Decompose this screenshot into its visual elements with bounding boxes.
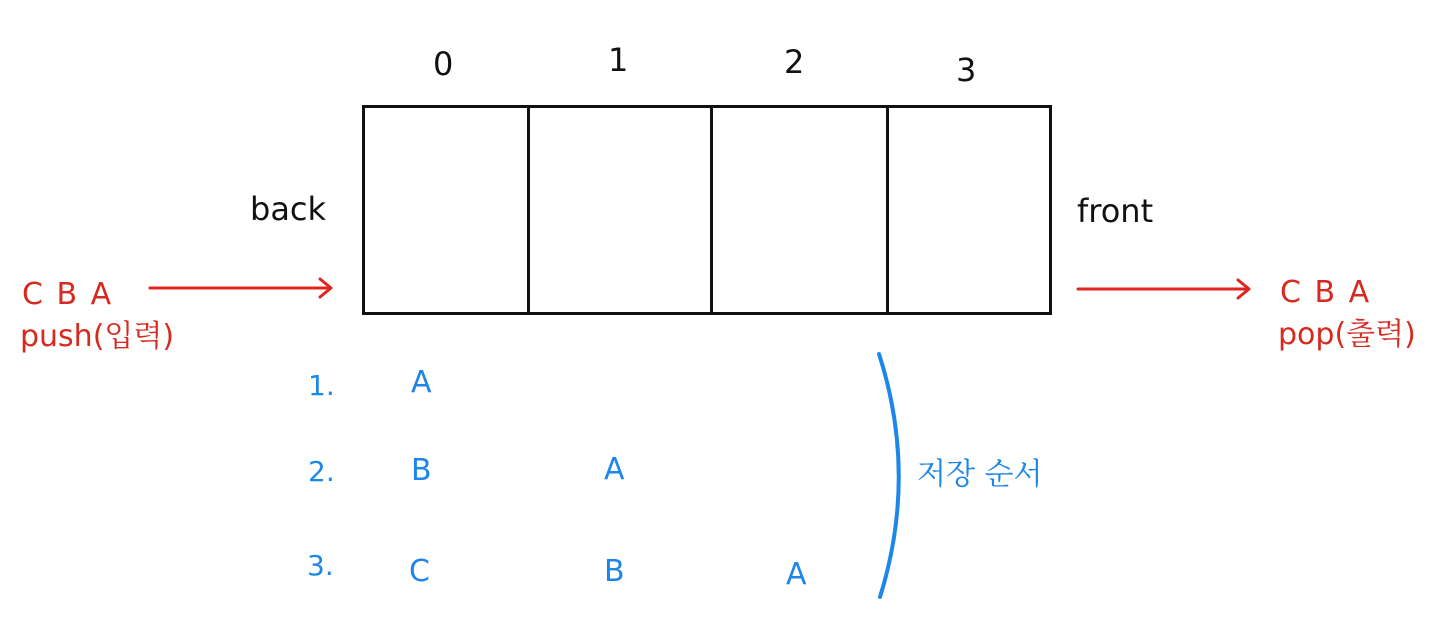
index-label-0: 0 xyxy=(433,45,454,83)
input-letters: C B A xyxy=(22,277,114,312)
input-arrow-icon xyxy=(150,279,331,297)
index-label-2: 2 xyxy=(784,43,805,81)
step2-cell-0: B xyxy=(411,453,432,488)
order-bracket-icon xyxy=(879,354,899,597)
storage-order-label: 저장 순서 xyxy=(917,457,1043,492)
step1-cell-0: A xyxy=(411,365,432,400)
push-label: push(입력) xyxy=(20,319,175,354)
step3-cell-2: A xyxy=(786,557,807,592)
back-label: back xyxy=(250,190,327,228)
front-label: front xyxy=(1077,192,1154,230)
step3-cell-0: C xyxy=(409,554,430,589)
step-number-2: 2. xyxy=(308,455,335,488)
output-arrow-icon xyxy=(1078,280,1249,298)
index-label-3: 3 xyxy=(956,51,977,89)
step-number-1: 1. xyxy=(308,369,335,402)
pop-label: pop(출력) xyxy=(1278,317,1416,352)
step2-cell-1: A xyxy=(604,452,625,487)
step-number-3: 3. xyxy=(307,549,334,582)
step3-cell-1: B xyxy=(604,554,625,589)
index-label-1: 1 xyxy=(608,41,629,79)
output-letters: C B A xyxy=(1280,275,1372,310)
